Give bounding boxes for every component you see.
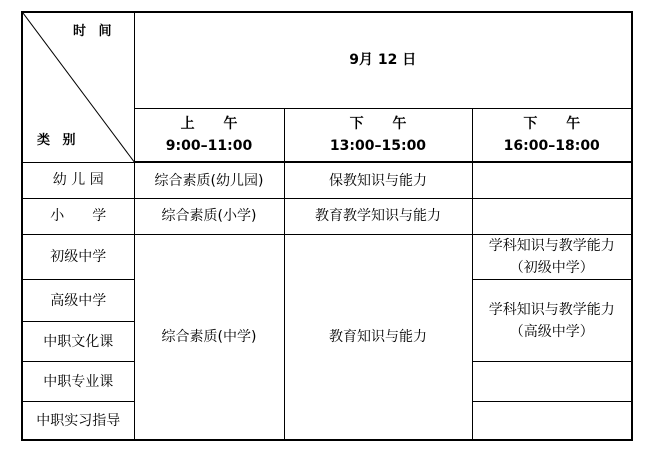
category-vocational-practice: 中职实习指导 bbox=[22, 402, 134, 440]
slot-period: 上 午 bbox=[180, 116, 250, 133]
slot-period: 下 午 bbox=[349, 116, 419, 133]
category-vocational-specialty: 中职专业课 bbox=[22, 362, 134, 402]
empty-cell bbox=[472, 362, 632, 402]
slot-period: 下 午 bbox=[523, 116, 593, 133]
subject-line: （初级中学） bbox=[509, 260, 594, 277]
slot-header-late-afternoon bbox=[472, 108, 632, 162]
category-senior-middle: 高级中学 bbox=[22, 280, 134, 322]
exam-schedule-table bbox=[21, 11, 633, 441]
slot-time: 16:00–18:00 bbox=[503, 138, 600, 155]
corner-time-label: 时 间 bbox=[72, 24, 116, 39]
subject-cell-senior bbox=[472, 280, 632, 362]
subject-line: 学科知识与教学能力 bbox=[488, 301, 615, 318]
empty-cell bbox=[472, 162, 632, 198]
subject-cell: 保教知识与能力 bbox=[284, 162, 472, 198]
slot-time: 13:00–15:00 bbox=[329, 138, 427, 155]
empty-cell bbox=[472, 402, 632, 440]
slot-time: 9:00–11:00 bbox=[165, 138, 253, 155]
slot-header-afternoon bbox=[284, 108, 472, 162]
subject-cell: 综合素质(幼儿园) bbox=[134, 162, 284, 198]
subject-cell: 教育知识与能力 bbox=[284, 235, 472, 441]
subject-cell: 综合素质(中学) bbox=[134, 235, 284, 441]
corner-header-cell bbox=[22, 12, 134, 162]
subject-line: 学科知识与教学能力 bbox=[488, 238, 615, 255]
exam-date: 9月 12 日 bbox=[134, 12, 632, 108]
subject-cell: 综合素质(小学) bbox=[134, 198, 284, 234]
empty-cell bbox=[472, 198, 632, 234]
slot-header-morning bbox=[134, 108, 284, 162]
subject-cell-junior bbox=[472, 235, 632, 280]
subject-cell: 教育教学知识与能力 bbox=[284, 198, 472, 234]
corner-category-label: 类 别 bbox=[37, 132, 80, 148]
category-junior-middle: 初级中学 bbox=[22, 235, 134, 280]
subject-line: （高级中学） bbox=[509, 323, 594, 340]
category-kindergarten: 幼 儿 园 bbox=[22, 162, 134, 198]
category-primary: 小 学 bbox=[22, 198, 134, 234]
category-vocational-culture: 中职文化课 bbox=[22, 322, 134, 362]
